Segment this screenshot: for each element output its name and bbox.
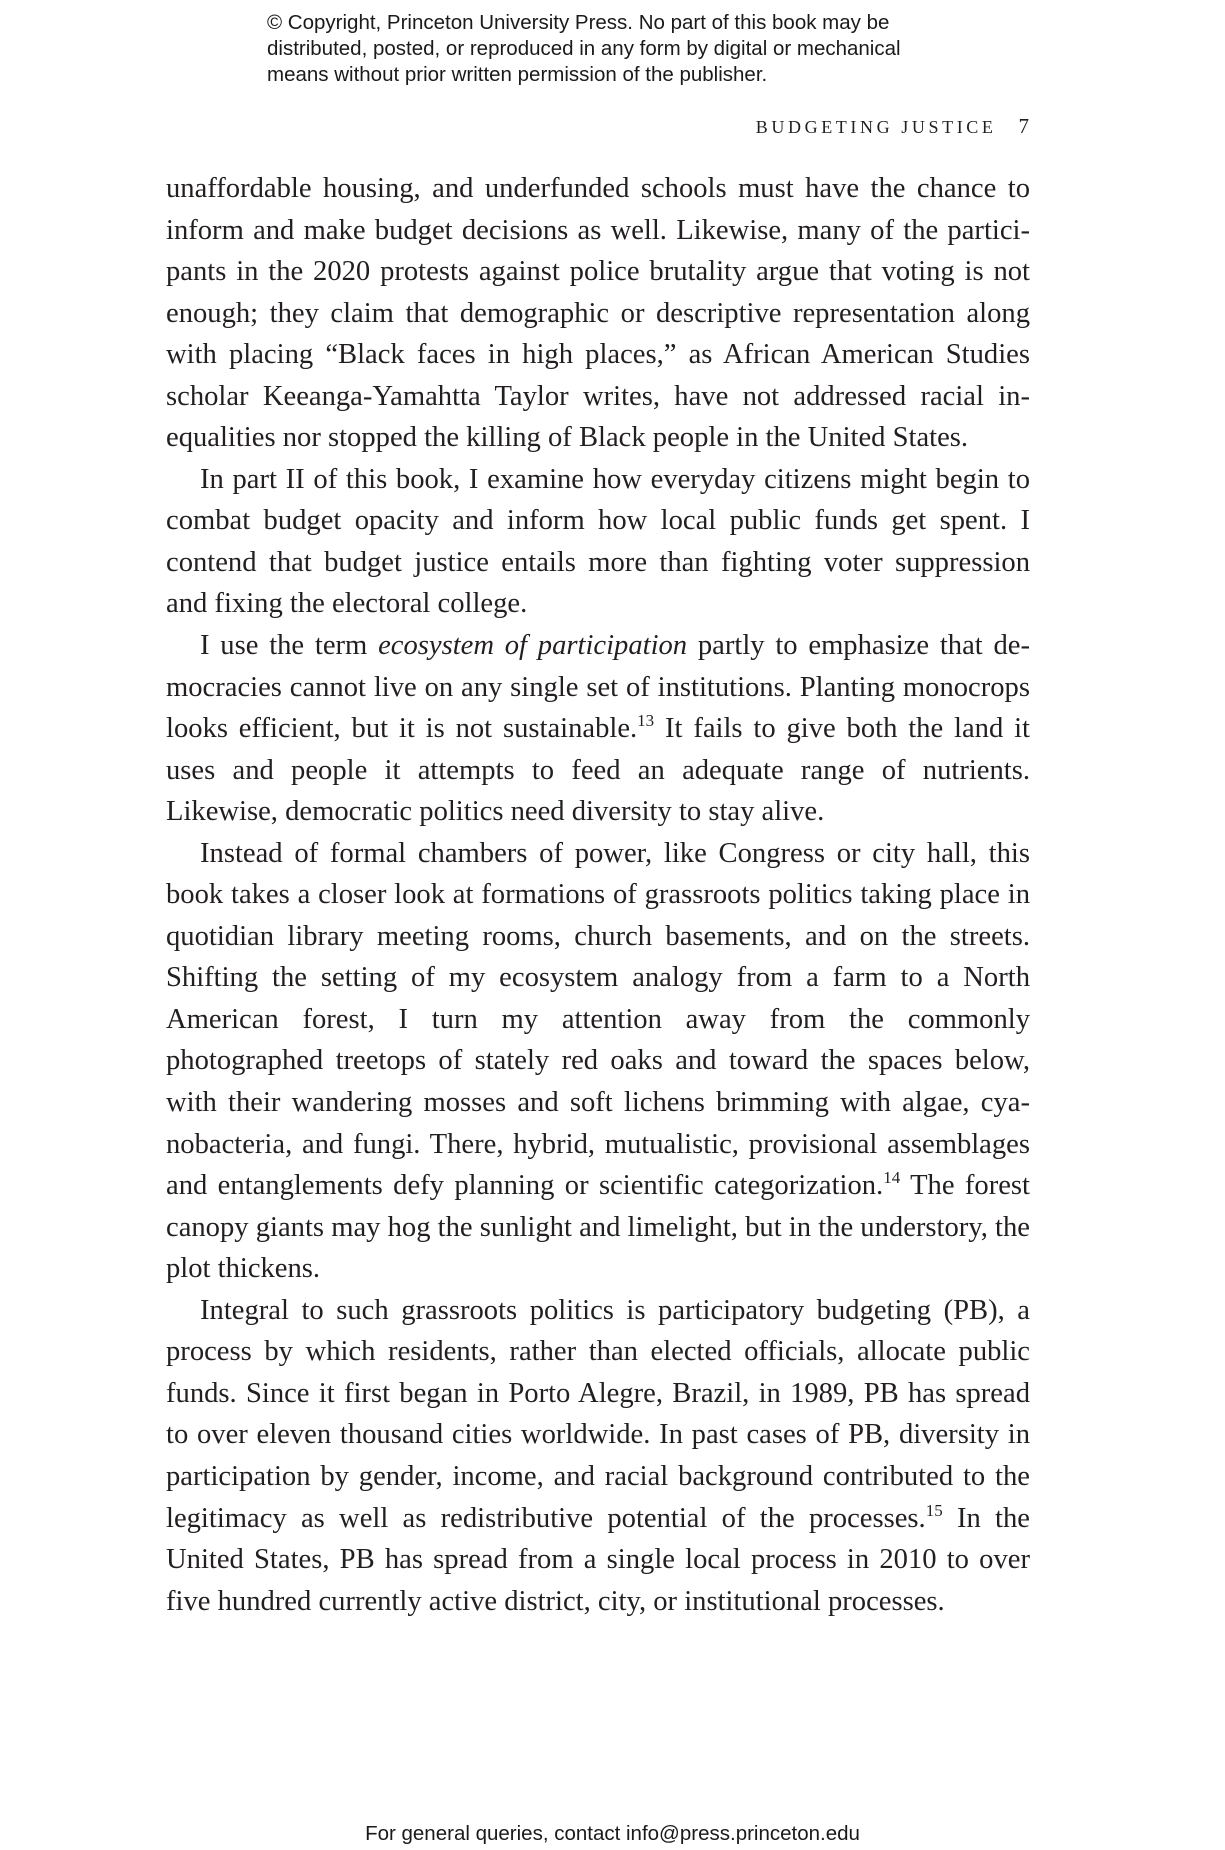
paragraph-text: Instead of formal chambers of power, like Congress or city hall, this book takes a closer look at formations of grassroots politics taking place in quotidian library meeting rooms, church basements, and on the streets. Shifting the setting of my ecosystem analogy from a farm to a North American forest, I turn my attention away from the commonly photographed treetops of stately red oaks and toward the spaces below, with their wandering mosses and soft lichens brimming with algae, cyanobacteria, and fungi. There, hybrid, mutualistic, provisional assemblages and entanglements defy planning or scientific categorization. <box>166 837 1030 1202</box>
footer-contact: For general queries, contact info@press.princeton.edu <box>365 1822 860 1845</box>
copyright-line: © Copyright, Princeton University Press. No part of this book may be <box>267 11 890 34</box>
footnote-ref-13: 13 <box>637 711 655 731</box>
paragraph-text: partly to emphasize that democracies cannot live on any single set of institutions. Planting monocrops looks efficient, but it is not sustainable. <box>166 630 1030 745</box>
paragraph-4 <box>166 833 1030 1290</box>
copyright-notice <box>267 10 1027 88</box>
body-text <box>166 168 1030 1622</box>
running-head <box>756 114 1029 139</box>
paragraph-text: The forest canopy giants may hog the sunlight and limelight, but in the understory, the plot thickens. <box>166 1170 1030 1285</box>
paragraph-text: In the United States, PB has spread from a single local process in 2010 to over five hundred currently active district, city, or institutional processes. <box>166 1502 1030 1617</box>
emphasized-term: ecosystem of participation <box>378 630 688 662</box>
paragraph-text: In part II of this book, I examine how everyday citizens might begin to combat budget opacity and inform how local public funds get spent. I contend that budget justice entails more than fighting voter suppression and fixing the electoral college. <box>166 463 1030 620</box>
paragraph-text: Integral to such grassroots politics is participatory budgeting (PB), a process by which residents, rather than elected officials, allocate public funds. Since it first began in Porto Alegre, Brazil, in 1989, PB has spread to over eleven thousand cities worldwide. In past cases of PB, diversity in participation by gender, income, and racial background contributed to the legitimacy as well as redistributive potential of the processes. <box>166 1294 1030 1534</box>
copyright-line: distributed, posted, or reproduced in any form by digital or mechanical <box>267 37 901 60</box>
copyright-line: means without prior written permission of the publisher. <box>267 63 768 86</box>
paragraph-1 <box>166 168 1030 459</box>
paragraph-5 <box>166 1290 1030 1622</box>
paragraph-text: unaffordable housing, and underfunded schools must have the chance to inform and make budget decisions as well. Likewise, many of the participants in the 2020 protests against police brutality argue that voting is not enough; they claim that demographic or descriptive representation along with placing “Black faces in high places,” as African American Studies scholar Keeanga-Yamahtta Taylor writes, have not addressed racial inequalities nor stopped the killing of Black people in the United States. <box>166 173 1030 454</box>
page-number: 7 <box>1018 114 1029 138</box>
footnote-ref-14: 14 <box>883 1168 901 1188</box>
running-title: BUDGETING JUSTICE <box>755 117 997 137</box>
paragraph-text: It fails to give both the land it uses and people it attempts to feed an adequate range of nutrients. Likewise, democratic politics need diversity to stay alive. <box>166 713 1030 828</box>
footnote-ref-15: 15 <box>925 1500 943 1520</box>
paragraph-2 <box>166 459 1030 625</box>
paragraph-3 <box>166 625 1030 833</box>
paragraph-text: I use the term <box>200 630 379 662</box>
